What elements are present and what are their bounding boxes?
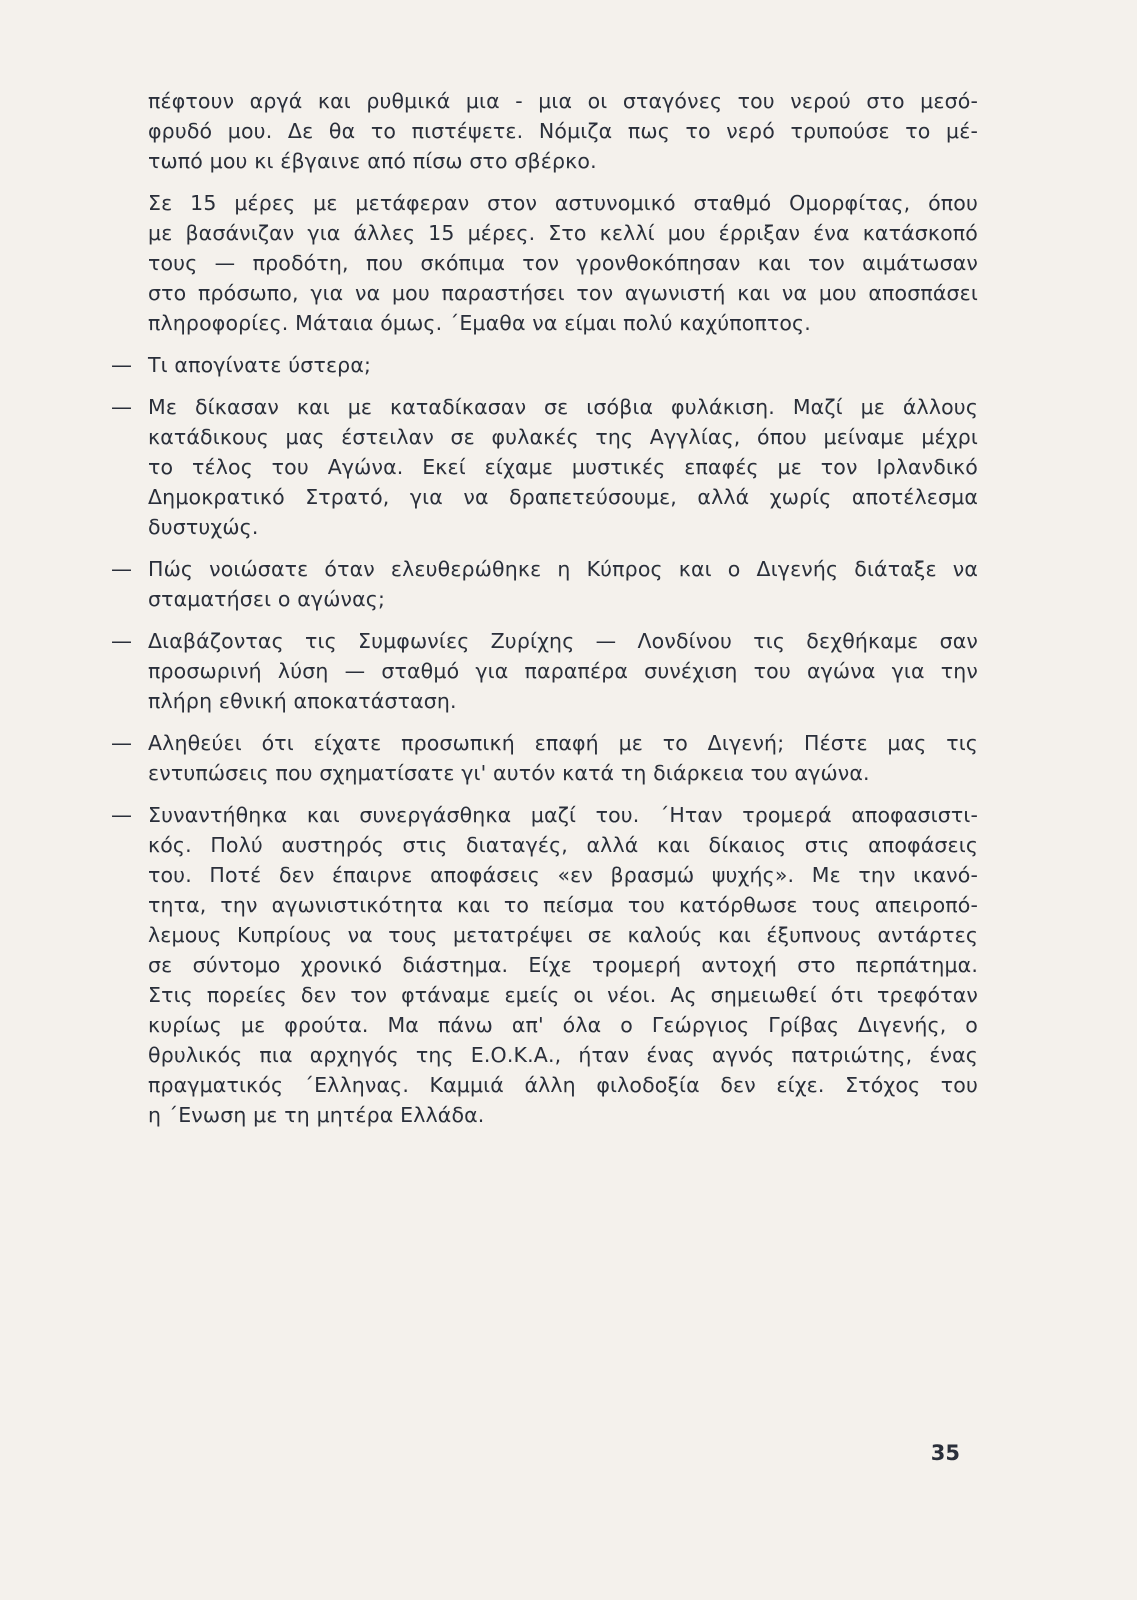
dialogue-paragraph (0, 626, 978, 716)
paragraph (0, 86, 978, 176)
text-line: δυστυχώς. (148, 515, 259, 539)
text-line: κατάδικους μας έστειλαν σε φυλακές της Αγγλίας, όπου μείναμε μέχρι (148, 425, 978, 449)
text-line: φρυδό μου. Δε θα το πιστέψετε. Νόμιζα πως το νερό τρυπούσε το μέ- (148, 119, 978, 143)
text-line: κός. Πολύ αυστηρός στις διαταγές, αλλά και δίκαιος στις αποφάσεις (148, 833, 978, 857)
dialogue-paragraph (0, 800, 978, 1130)
dialogue-dash: — (111, 629, 132, 653)
text-line: το τέλος του Αγώνα. Εκεί είχαμε μυστικές επαφές με τον Ιρλανδικό (148, 455, 978, 479)
text-line: η ΄Ενωση με τη μητέρα Ελλάδα. (148, 1103, 485, 1127)
text-line: Συναντήθηκα και συνεργάσθηκα μαζί του. ΄Ηταν τρομερά αποφασιστι- (148, 803, 978, 827)
text-line: Αληθεύει ότι είχατε προσωπική επαφή με το Διγενή; Πέστε μας τις (148, 731, 978, 755)
text-line: πέφτουν αργά και ρυθμικά μια - μια οι σταγόνες του νερού στο μεσό- (148, 89, 978, 113)
text-line: Δημοκρατικό Στρατό, για να δραπετεύσουμε, αλλά χωρίς αποτέλεσμα (148, 485, 978, 509)
dialogue-dash: — (111, 803, 132, 827)
text-line: Με δίκασαν και με καταδίκασαν σε ισόβια φυλάκιση. Μαζί με άλλους (148, 395, 978, 419)
text-line: σταματήσει ο αγώνας; (148, 587, 386, 611)
text-line: Διαβάζοντας τις Συμφωνίες Ζυρίχης — Λονδίνου τις δεχθήκαμε σαν (148, 629, 978, 653)
text-line: Πώς νοιώσατε όταν ελευθερώθηκε η Κύπρος και ο Διγενής διάταξε να (148, 557, 978, 581)
text-line: Σε 15 μέρες με μετάφεραν στον αστυνομικό σταθμό Ομορφίτας, όπου (148, 191, 978, 215)
text-line: κυρίως με φρούτα. Μα πάνω απ' όλα ο Γεώργιος Γρίβας Διγενής, ο (148, 1013, 978, 1037)
text-line: πραγματικός ΄Ελληνας. Καμμιά άλλη φιλοδοξία δεν είχε. Στόχος του (148, 1073, 978, 1097)
text-line: τητα, την αγωνιστικότητα και το πείσμα του κατόρθωσε τους απειροπό- (148, 893, 978, 917)
text-line: προσωρινή λύση — σταθμό για παραπέρα συνέχιση του αγώνα για την (148, 659, 978, 683)
text-line: με βασάνιζαν για άλλες 15 μέρες. Στο κελλί μου έρριξαν ένα κατάσκοπό (148, 221, 978, 245)
dialogue-dash: — (111, 731, 132, 755)
text-line: λεμους Κυπρίους να τους μετατρέψει σε καλούς και έξυπνους αντάρτες (148, 923, 978, 947)
text-line: τους — προδότη, που σκόπιμα τον γρονθοκόπησαν και τον αιμάτωσαν (148, 251, 978, 275)
text-line: σε σύντομο χρονικό διάστημα. Είχε τρομερή αντοχή στο περπάτημα. (148, 953, 978, 977)
dialogue-paragraph (0, 392, 978, 542)
text-line: εντυπώσεις που σχηματίσατε γι' αυτόν κατά τη διάρκεια του αγώνα. (148, 761, 870, 785)
dialogue-paragraph (0, 728, 978, 788)
dialogue-dash: — (111, 395, 132, 419)
text-line: Στις πορείες δεν τον φτάναμε εμείς οι νέοι. Ας σημειωθεί ότι τρεφόταν (148, 983, 978, 1007)
text-line: Τι απογίνατε ύστερα; (148, 353, 372, 377)
paragraph (0, 188, 978, 338)
text-line: στο πρόσωπο, για να μου παραστήσει τον αγωνιστή και να μου αποσπάσει (148, 281, 978, 305)
text-line: του. Ποτέ δεν έπαιρνε αποφάσεις «εν βρασμώ ψυχής». Με την ικανό- (148, 863, 978, 887)
text-line: θρυλικός πια αρχηγός της Ε.Ο.Κ.Α., ήταν ένας αγνός πατριώτης, ένας (148, 1043, 978, 1067)
text-line: τωπό μου κι έβγαινε από πίσω στο σβέρκο. (148, 149, 597, 173)
page-number: 35 (930, 1441, 960, 1465)
dialogue-dash: — (111, 353, 132, 377)
interview-text (0, 86, 1137, 1142)
dialogue-paragraph (0, 554, 978, 614)
dialogue-paragraph (0, 350, 978, 380)
text-line: πλήρη εθνική αποκατάσταση. (148, 689, 457, 713)
dialogue-dash: — (111, 557, 132, 581)
text-line: πληροφορίες. Μάταια όμως. ΄Εμαθα να είμαι πολύ καχύποπτος. (148, 311, 811, 335)
